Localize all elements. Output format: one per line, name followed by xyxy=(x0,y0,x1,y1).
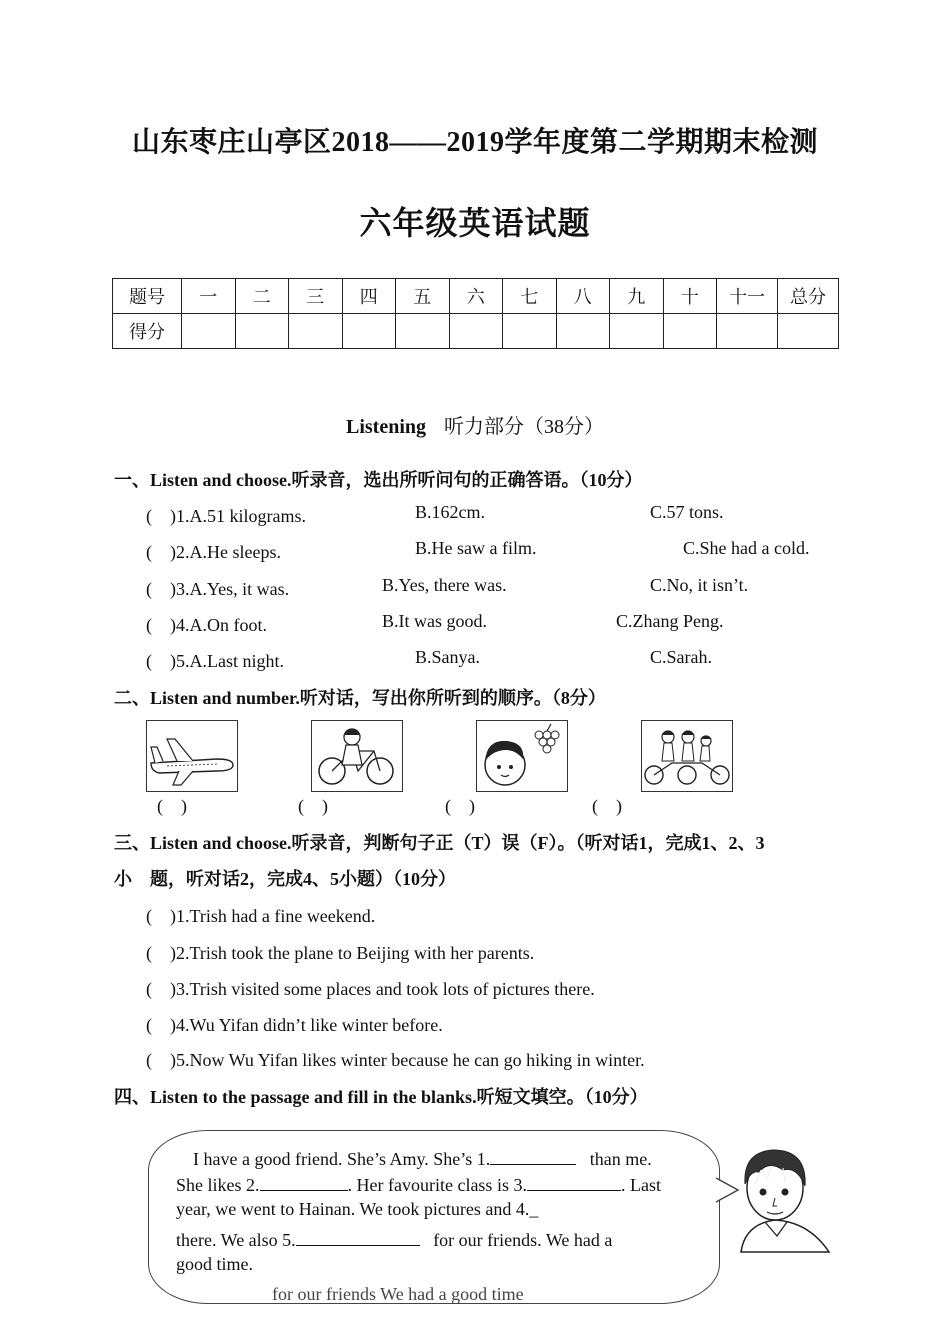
score-input-cell[interactable] xyxy=(556,314,610,349)
family-cycling-image xyxy=(641,720,733,792)
answer-paren[interactable]: ( ) xyxy=(445,796,475,816)
blank-2[interactable] xyxy=(260,1172,348,1191)
score-input-cell[interactable] xyxy=(717,314,778,349)
listening-heading-cn: 听力部分（38分） xyxy=(444,416,605,438)
passage-line-4 xyxy=(176,1227,612,1251)
passage-line-1 xyxy=(193,1146,652,1170)
option-c: C.Zhang Peng. xyxy=(616,611,724,631)
option-b: B.It was good. xyxy=(382,611,487,631)
table-cell: 二 xyxy=(235,279,289,314)
part3-title-line1: 三、Listen and choose.听录音，判断句子正（T）误（F）。（听对话1，完成1、2、3 xyxy=(114,833,765,853)
passage-text: I have a good friend. She’s Amy. She’s 1. xyxy=(193,1149,491,1169)
boy-with-grapes-image xyxy=(476,720,568,792)
question-5: ( )5.A.Last night. xyxy=(146,651,284,671)
option-b: B.He saw a film. xyxy=(415,538,537,558)
passage-text: She likes 2. xyxy=(176,1175,260,1195)
score-input-cell[interactable] xyxy=(610,314,664,349)
table-cell: 十一 xyxy=(717,279,778,314)
part2-title: 二、Listen and number.听对话，写出你所听到的顺序。（8分） xyxy=(114,688,606,708)
table-cell: 九 xyxy=(610,279,664,314)
option-c: C.Sarah. xyxy=(650,647,712,667)
table-cell: 总分 xyxy=(778,279,839,314)
blank-3[interactable] xyxy=(527,1172,621,1191)
exam-subtitle: 六年级英语试题 xyxy=(359,205,591,241)
question-3: ( )3.A.Yes, it was. xyxy=(146,579,290,599)
tf-question-4: ( )4.Wu Yifan didn’t like winter before. xyxy=(146,1015,443,1035)
tf-question-2: ( )2.Trish took the plane to Beijing with her parents. xyxy=(146,943,535,963)
question-2: ( )2.A.He sleeps. xyxy=(146,542,281,562)
score-input-cell[interactable] xyxy=(778,314,839,349)
passage-text: for our friends We had a good time xyxy=(272,1284,524,1304)
answer-paren[interactable]: ( ) xyxy=(298,796,328,816)
option-c: C.No, it isn’t. xyxy=(650,575,749,595)
table-cell: 一 xyxy=(182,279,236,314)
passage-line-3 xyxy=(176,1199,538,1220)
passage-text: than me. xyxy=(589,1149,652,1169)
table-cell: 七 xyxy=(503,279,557,314)
tf-question-3: ( )3.Trish visited some places and took lots of pictures there. xyxy=(146,979,595,999)
table-row xyxy=(113,314,839,349)
passage-text: . Her favourite class is 3. xyxy=(347,1175,527,1195)
passage-text: good time. xyxy=(176,1254,253,1274)
score-input-cell[interactable] xyxy=(503,314,557,349)
part1-title: 一、Listen and choose.听录音，选出所听问句的正确答语。（10分） xyxy=(114,470,643,490)
tf-question-1: ( )1.Trish had a fine weekend. xyxy=(146,906,376,926)
table-cell: 五 xyxy=(396,279,450,314)
exam-title: 山东枣庄山亭区2018——2019学年度第二学期期末检测 xyxy=(131,127,818,158)
option-b: B.Yes, there was. xyxy=(382,575,507,595)
answer-paren[interactable]: ( ) xyxy=(157,796,187,816)
table-cell: 三 xyxy=(289,279,343,314)
score-table xyxy=(112,278,839,349)
option-c: C.She had a cold. xyxy=(683,538,810,558)
table-cell: 题号 xyxy=(113,279,182,314)
passage-text: there. We also 5. xyxy=(176,1230,296,1250)
table-cell: 得分 xyxy=(113,314,182,349)
score-input-cell[interactable] xyxy=(396,314,450,349)
table-cell: 四 xyxy=(342,279,396,314)
passage-line-6-cut xyxy=(272,1284,524,1304)
passage-text: . Last xyxy=(620,1175,661,1195)
table-cell: 八 xyxy=(556,279,610,314)
score-input-cell[interactable] xyxy=(663,314,717,349)
score-input-cell[interactable] xyxy=(449,314,503,349)
passage-line-2 xyxy=(176,1172,661,1196)
question-4: ( )4.A.On foot. xyxy=(146,615,267,635)
score-input-cell[interactable] xyxy=(342,314,396,349)
table-row xyxy=(113,279,839,314)
passage-line-5 xyxy=(176,1254,253,1275)
listening-heading xyxy=(0,410,950,439)
score-input-cell[interactable] xyxy=(235,314,289,349)
answer-paren[interactable]: ( ) xyxy=(592,796,622,816)
passage-text: year, we went to Hainan. We took pictures and 4._ xyxy=(176,1199,539,1219)
girl-with-bicycle-image xyxy=(311,720,403,792)
listening-heading-en: Listening xyxy=(345,416,427,438)
tf-question-5: ( )5.Now Wu Yifan likes winter because he can go hiking in winter. xyxy=(146,1050,645,1070)
option-c: C.57 tons. xyxy=(650,502,724,522)
option-b: B.Sanya. xyxy=(415,647,480,667)
score-input-cell[interactable] xyxy=(182,314,236,349)
table-cell: 六 xyxy=(449,279,503,314)
part4-title: 四、Listen to the passage and fill in the blanks.听短文填空。（10分） xyxy=(114,1087,648,1107)
airplane-image xyxy=(146,720,238,792)
table-cell: 十 xyxy=(663,279,717,314)
part3-title-line2: 小 题，听对话2，完成4、5小题）（10分） xyxy=(114,869,456,889)
blank-5[interactable] xyxy=(296,1227,420,1246)
option-b: B.162cm. xyxy=(415,502,485,522)
question-1: ( )1.A.51 kilograms. xyxy=(146,506,306,526)
blank-1[interactable] xyxy=(490,1146,576,1165)
passage-text: for our friends. We had a xyxy=(433,1230,613,1250)
score-input-cell[interactable] xyxy=(289,314,343,349)
boy-portrait-image xyxy=(725,1140,835,1255)
